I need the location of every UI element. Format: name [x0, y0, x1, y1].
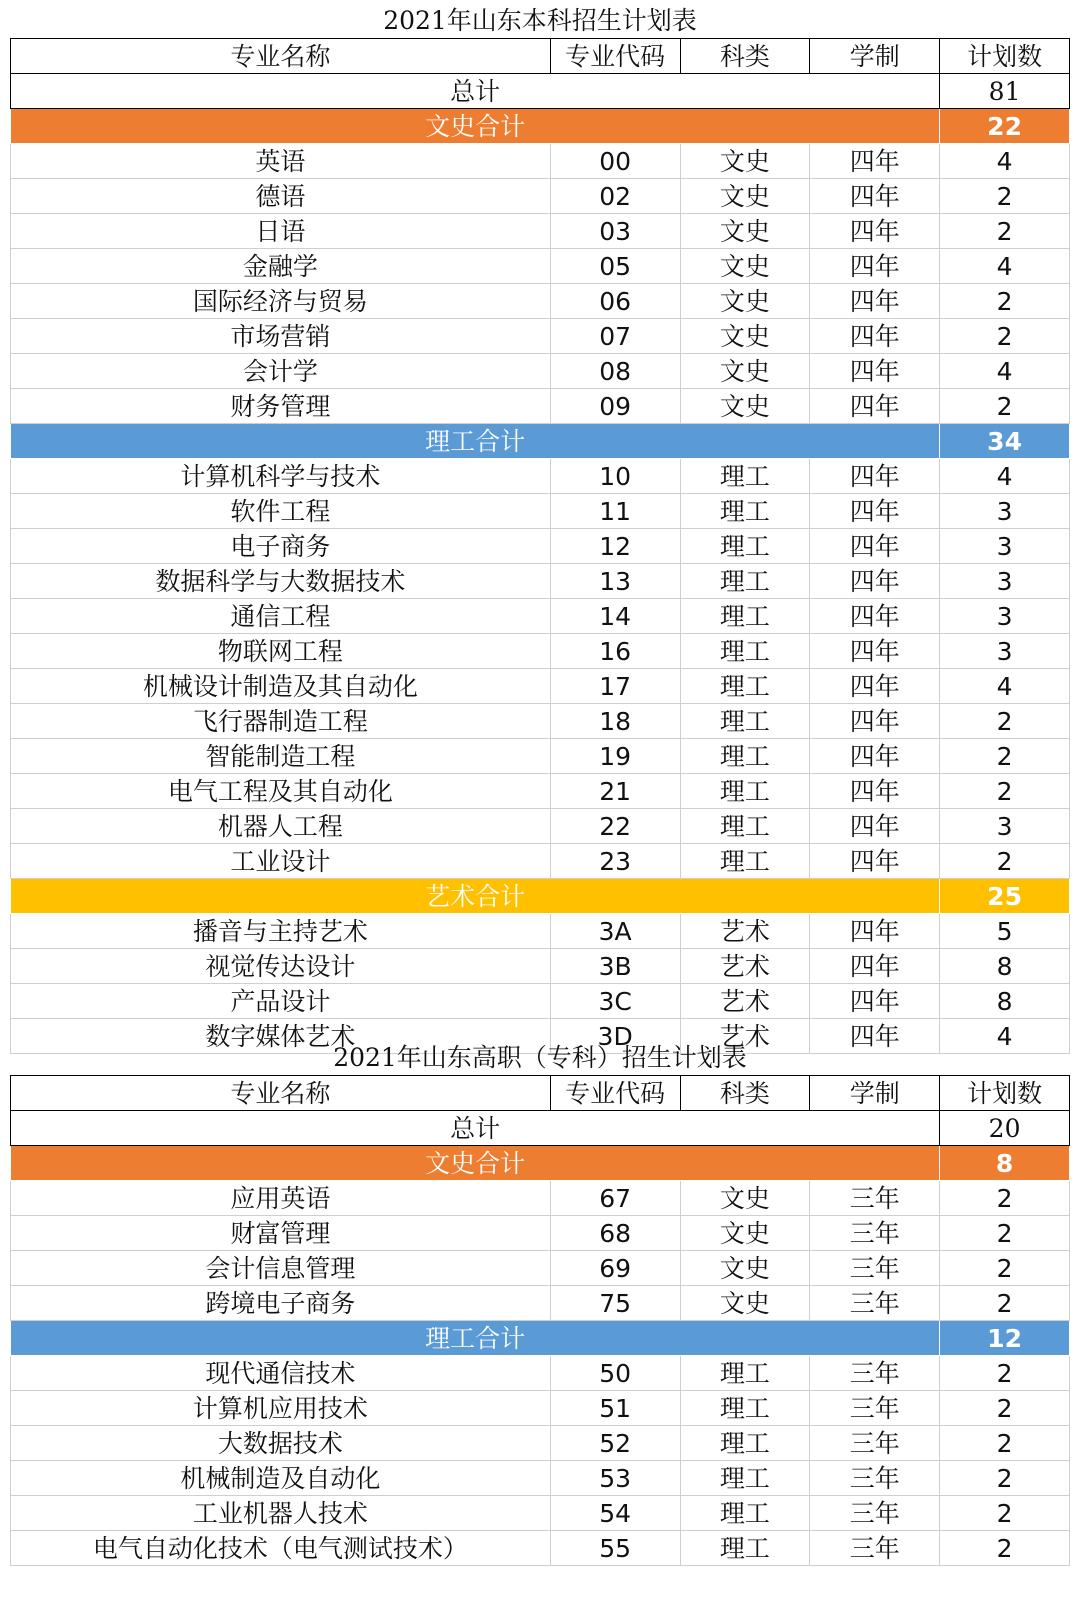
major-code-cell: 3A: [550, 914, 680, 949]
quota-cell: 2: [940, 214, 1070, 249]
major-code-cell: 54: [550, 1496, 680, 1531]
duration-cell: 三年: [810, 1461, 940, 1496]
table-row: [11, 214, 1070, 249]
duration-cell: 四年: [810, 984, 940, 1019]
quota-cell: 2: [940, 1286, 1070, 1321]
category-cell: 文史: [680, 389, 810, 424]
quota-cell: 2: [940, 1181, 1070, 1216]
category-cell: 理工: [680, 1496, 810, 1531]
group-subtotal-row: [11, 1321, 1070, 1356]
category-cell: 艺术: [680, 914, 810, 949]
major-name-cell: 电子商务: [11, 529, 551, 564]
category-cell: 理工: [680, 704, 810, 739]
column-header: 专业代码: [550, 39, 680, 74]
duration-cell: 三年: [810, 1251, 940, 1286]
quota-cell: 4: [940, 249, 1070, 284]
column-header: 科类: [680, 39, 810, 74]
category-cell: 文史: [680, 249, 810, 284]
quota-cell: 3: [940, 634, 1070, 669]
major-code-cell: 69: [550, 1251, 680, 1286]
group-name: 理工合计: [11, 1321, 940, 1356]
major-code-cell: 21: [550, 774, 680, 809]
major-name-cell: 数据科学与大数据技术: [11, 564, 551, 599]
major-name-cell: 日语: [11, 214, 551, 249]
duration-cell: 四年: [810, 949, 940, 984]
major-code-cell: 75: [550, 1286, 680, 1321]
duration-cell: 三年: [810, 1286, 940, 1321]
duration-cell: 四年: [810, 354, 940, 389]
major-name-cell: 财富管理: [11, 1216, 551, 1251]
group-name: 艺术合计: [11, 879, 940, 914]
category-cell: 理工: [680, 1391, 810, 1426]
quota-cell: 8: [940, 949, 1070, 984]
major-code-cell: 3D: [550, 1019, 680, 1054]
major-code-cell: 02: [550, 179, 680, 214]
quota-cell: 2: [940, 1496, 1070, 1531]
major-name-cell: 国际经济与贸易: [11, 284, 551, 319]
category-cell: 文史: [680, 354, 810, 389]
category-cell: 理工: [680, 494, 810, 529]
quota-cell: 3: [940, 809, 1070, 844]
column-header: 科类: [680, 1076, 810, 1111]
major-code-cell: 18: [550, 704, 680, 739]
major-code-cell: 22: [550, 809, 680, 844]
table-row: [11, 319, 1070, 354]
table-row: [11, 354, 1070, 389]
quota-cell: 2: [940, 1391, 1070, 1426]
duration-cell: 三年: [810, 1426, 940, 1461]
duration-cell: 四年: [810, 494, 940, 529]
table-row: [11, 1251, 1070, 1286]
table-row: [11, 599, 1070, 634]
category-cell: 艺术: [680, 1019, 810, 1054]
major-code-cell: 12: [550, 529, 680, 564]
column-header: 专业名称: [11, 1076, 551, 1111]
duration-cell: 四年: [810, 179, 940, 214]
major-code-cell: 53: [550, 1461, 680, 1496]
category-cell: 文史: [680, 284, 810, 319]
major-code-cell: 16: [550, 634, 680, 669]
major-name-cell: 机械设计制造及其自动化: [11, 669, 551, 704]
total-value: 20: [940, 1111, 1070, 1146]
duration-cell: 四年: [810, 529, 940, 564]
major-name-cell: 德语: [11, 179, 551, 214]
duration-cell: 四年: [810, 459, 940, 494]
major-code-cell: 50: [550, 1356, 680, 1391]
group-total: 12: [940, 1321, 1070, 1356]
major-name-cell: 工业设计: [11, 844, 551, 879]
group-subtotal-row: [11, 424, 1070, 459]
group-name: 文史合计: [11, 109, 940, 144]
major-name-cell: 智能制造工程: [11, 739, 551, 774]
major-code-cell: 00: [550, 144, 680, 179]
duration-cell: 三年: [810, 1531, 940, 1566]
quota-cell: 2: [940, 1356, 1070, 1391]
quota-cell: 2: [940, 1216, 1070, 1251]
major-code-cell: 13: [550, 564, 680, 599]
duration-cell: 四年: [810, 634, 940, 669]
table-row: [11, 1496, 1070, 1531]
table-row: [11, 914, 1070, 949]
quota-cell: 2: [940, 704, 1070, 739]
duration-cell: 四年: [810, 319, 940, 354]
quota-cell: 2: [940, 389, 1070, 424]
major-name-cell: 飞行器制造工程: [11, 704, 551, 739]
category-cell: 理工: [680, 774, 810, 809]
group-total: 22: [940, 109, 1070, 144]
table-row: [11, 564, 1070, 599]
table-row: [11, 1286, 1070, 1321]
major-name-cell: 通信工程: [11, 599, 551, 634]
quota-cell: 2: [940, 179, 1070, 214]
table-row: [11, 844, 1070, 879]
total-label: 总计: [11, 74, 940, 109]
quota-cell: 2: [940, 774, 1070, 809]
major-name-cell: 跨境电子商务: [11, 1286, 551, 1321]
table-row: [11, 1461, 1070, 1496]
major-code-cell: 07: [550, 319, 680, 354]
category-cell: 文史: [680, 1216, 810, 1251]
table-row: [11, 249, 1070, 284]
table-row: [11, 774, 1070, 809]
major-code-cell: 19: [550, 739, 680, 774]
duration-cell: 四年: [810, 774, 940, 809]
duration-cell: 四年: [810, 739, 940, 774]
quota-cell: 3: [940, 564, 1070, 599]
duration-cell: 三年: [810, 1356, 940, 1391]
major-code-cell: 52: [550, 1426, 680, 1461]
group-total: 25: [940, 879, 1070, 914]
category-cell: 理工: [680, 1356, 810, 1391]
major-code-cell: 23: [550, 844, 680, 879]
duration-cell: 四年: [810, 564, 940, 599]
quota-cell: 8: [940, 984, 1070, 1019]
total-value: 81: [940, 74, 1070, 109]
major-name-cell: 计算机科学与技术: [11, 459, 551, 494]
major-name-cell: 工业机器人技术: [11, 1496, 551, 1531]
column-header: 学制: [810, 1076, 940, 1111]
benke-plan-table: [10, 38, 1070, 1054]
quota-cell: 2: [940, 284, 1070, 319]
major-code-cell: 67: [550, 1181, 680, 1216]
group-name: 文史合计: [11, 1146, 940, 1181]
major-name-cell: 物联网工程: [11, 634, 551, 669]
category-cell: 理工: [680, 739, 810, 774]
category-cell: 文史: [680, 1286, 810, 1321]
total-row: [11, 1111, 1070, 1146]
table-row: [11, 1426, 1070, 1461]
duration-cell: 三年: [810, 1496, 940, 1531]
table-row: [11, 984, 1070, 1019]
table-row: [11, 459, 1070, 494]
group-subtotal-row: [11, 879, 1070, 914]
duration-cell: 四年: [810, 844, 940, 879]
table-row: [11, 949, 1070, 984]
category-cell: 艺术: [680, 984, 810, 1019]
category-cell: 理工: [680, 1461, 810, 1496]
total-row: [11, 74, 1070, 109]
column-header: 专业名称: [11, 39, 551, 74]
duration-cell: 四年: [810, 704, 940, 739]
category-cell: 理工: [680, 669, 810, 704]
quota-cell: 4: [940, 1019, 1070, 1054]
column-header: 学制: [810, 39, 940, 74]
major-name-cell: 电气工程及其自动化: [11, 774, 551, 809]
major-name-cell: 现代通信技术: [11, 1356, 551, 1391]
duration-cell: 三年: [810, 1391, 940, 1426]
header-row: [11, 39, 1070, 74]
major-name-cell: 会计学: [11, 354, 551, 389]
category-cell: 艺术: [680, 949, 810, 984]
major-name-cell: 金融学: [11, 249, 551, 284]
major-name-cell: 大数据技术: [11, 1426, 551, 1461]
duration-cell: 四年: [810, 144, 940, 179]
duration-cell: 三年: [810, 1181, 940, 1216]
table-row: [11, 494, 1070, 529]
major-code-cell: 51: [550, 1391, 680, 1426]
duration-cell: 四年: [810, 389, 940, 424]
major-name-cell: 会计信息管理: [11, 1251, 551, 1286]
major-code-cell: 11: [550, 494, 680, 529]
major-code-cell: 55: [550, 1531, 680, 1566]
table-row: [11, 179, 1070, 214]
category-cell: 理工: [680, 809, 810, 844]
major-name-cell: 视觉传达设计: [11, 949, 551, 984]
major-name-cell: 软件工程: [11, 494, 551, 529]
quota-cell: 4: [940, 459, 1070, 494]
gaozhi-title: 2021年山东高职（专科）招生计划表: [333, 1043, 747, 1072]
major-name-cell: 机器人工程: [11, 809, 551, 844]
category-cell: 文史: [680, 214, 810, 249]
major-code-cell: 05: [550, 249, 680, 284]
table-row: [11, 389, 1070, 424]
major-code-cell: 10: [550, 459, 680, 494]
quota-cell: 2: [940, 1251, 1070, 1286]
category-cell: 理工: [680, 564, 810, 599]
column-header: 计划数: [940, 39, 1070, 74]
table-row: [11, 284, 1070, 319]
group-subtotal-row: [11, 109, 1070, 144]
category-cell: 理工: [680, 1426, 810, 1461]
duration-cell: 四年: [810, 249, 940, 284]
major-code-cell: 3C: [550, 984, 680, 1019]
table-row: [11, 809, 1070, 844]
major-code-cell: 14: [550, 599, 680, 634]
quota-cell: 3: [940, 529, 1070, 564]
major-name-cell: 电气自动化技术（电气测试技术）: [11, 1531, 551, 1566]
duration-cell: 四年: [810, 809, 940, 844]
quota-cell: 2: [940, 319, 1070, 354]
quota-cell: 2: [940, 739, 1070, 774]
quota-cell: 4: [940, 144, 1070, 179]
group-total: 34: [940, 424, 1070, 459]
quota-cell: 4: [940, 669, 1070, 704]
category-cell: 文史: [680, 1181, 810, 1216]
table-row: [11, 634, 1070, 669]
category-cell: 理工: [680, 634, 810, 669]
major-name-cell: 计算机应用技术: [11, 1391, 551, 1426]
category-cell: 文史: [680, 179, 810, 214]
header-row: [11, 1076, 1070, 1111]
major-name-cell: 市场营销: [11, 319, 551, 354]
major-code-cell: 03: [550, 214, 680, 249]
major-code-cell: 09: [550, 389, 680, 424]
quota-cell: 5: [940, 914, 1070, 949]
major-name-cell: 应用英语: [11, 1181, 551, 1216]
duration-cell: 四年: [810, 1019, 940, 1054]
duration-cell: 四年: [810, 669, 940, 704]
category-cell: 文史: [680, 144, 810, 179]
major-name-cell: 产品设计: [11, 984, 551, 1019]
quota-cell: 4: [940, 354, 1070, 389]
duration-cell: 三年: [810, 1216, 940, 1251]
major-code-cell: 3B: [550, 949, 680, 984]
table-row: [11, 1391, 1070, 1426]
major-code-cell: 08: [550, 354, 680, 389]
table-row: [11, 1531, 1070, 1566]
duration-cell: 四年: [810, 599, 940, 634]
category-cell: 文史: [680, 319, 810, 354]
category-cell: 理工: [680, 599, 810, 634]
column-header: 计划数: [940, 1076, 1070, 1111]
group-subtotal-row: [11, 1146, 1070, 1181]
column-header: 专业代码: [550, 1076, 680, 1111]
major-code-cell: 68: [550, 1216, 680, 1251]
category-cell: 文史: [680, 1251, 810, 1286]
category-cell: 理工: [680, 1531, 810, 1566]
gaozhi-plan-table: [10, 1075, 1070, 1566]
table-row: [11, 1181, 1070, 1216]
major-code-cell: 17: [550, 669, 680, 704]
table-row: [11, 1216, 1070, 1251]
duration-cell: 四年: [810, 214, 940, 249]
quota-cell: 2: [940, 1531, 1070, 1566]
duration-cell: 四年: [810, 284, 940, 319]
quota-cell: 3: [940, 494, 1070, 529]
major-name-cell: 机械制造及自动化: [11, 1461, 551, 1496]
quota-cell: 2: [940, 844, 1070, 879]
table-row: [11, 529, 1070, 564]
quota-cell: 3: [940, 599, 1070, 634]
category-cell: 理工: [680, 844, 810, 879]
major-name-cell: 财务管理: [11, 389, 551, 424]
major-name-cell: 英语: [11, 144, 551, 179]
category-cell: 理工: [680, 529, 810, 564]
table-row: [11, 1356, 1070, 1391]
group-total: 8: [940, 1146, 1070, 1181]
duration-cell: 四年: [810, 914, 940, 949]
table-row: [11, 144, 1070, 179]
group-name: 理工合计: [11, 424, 940, 459]
quota-cell: 2: [940, 1426, 1070, 1461]
major-code-cell: 06: [550, 284, 680, 319]
quota-cell: 2: [940, 1461, 1070, 1496]
table-row: [11, 704, 1070, 739]
total-label: 总计: [11, 1111, 940, 1146]
category-cell: 理工: [680, 459, 810, 494]
major-name-cell: 播音与主持艺术: [11, 914, 551, 949]
table-row: [11, 669, 1070, 704]
table-row: [11, 739, 1070, 774]
major-name-cell: 数字媒体艺术: [11, 1019, 551, 1054]
benke-title: 2021年山东本科招生计划表: [383, 6, 697, 35]
